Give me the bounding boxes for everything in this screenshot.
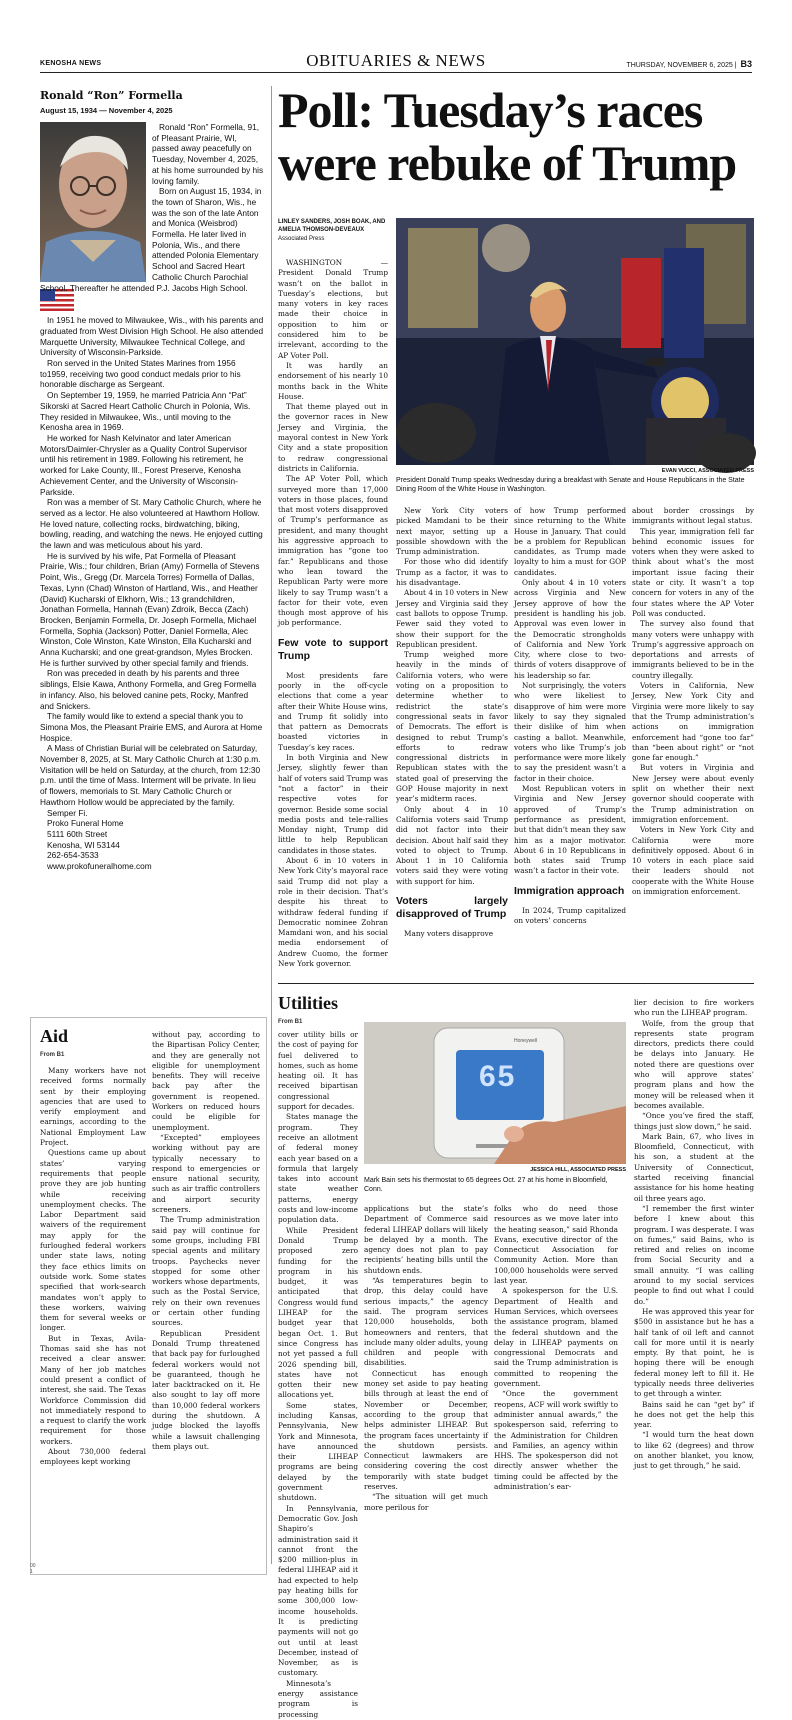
- byline-agency: Associated Press: [278, 236, 325, 242]
- phone-number: 262-654-3533: [47, 850, 99, 861]
- paragraph: “Excepted” employees working without pay are typically necessary to respond to emergencies or ensure national security, such as air traffic controllers and airport security screeners.: [152, 1132, 260, 1215]
- paragraph: In both Virginia and New Jersey, slightly fewer than half of voters said Trump was “not a factor” in their respective votes for governor. Beside some social media posts and tele-rallies Monday night, Trump did little to help Republican candidates in those states.: [278, 753, 388, 855]
- paragraph: But voters in Virginia and New Jersey were about evenly split on whether their next governor should cooperate with the Trump administration on immigration enforcement.: [632, 763, 754, 824]
- paragraph: For those who did identify Trump as a factor, it was to his disadvantage.: [396, 557, 508, 588]
- paragraph: “I would turn the heat down to like 62 (degrees) and throw on another blanket, you know, just to get through,” he said.: [634, 1430, 754, 1471]
- paragraph: Voters in New York City and California were more definitively opposed. About 6 in 10 voters in each place said their leaders should not cooperate with the White House on immigration enforcement.: [632, 825, 754, 896]
- funeral-home-info: [40, 808, 264, 872]
- paragraph: “Once the government reopens, ACF will work swiftly to administer annual awards,” the spokesperson said, referring to the Administration for Children and Families, an agency within HHS. The spokesperson did not directly answer whether the timing could be affected by the administration’s ear-: [494, 1389, 618, 1492]
- story-divider: [278, 983, 754, 984]
- paragraph: “Once you’ve fired the staff, things just slow down,” he said.: [634, 1111, 754, 1131]
- address-line: Kenosha, WI 53144: [47, 839, 120, 850]
- paragraph: In 2024, Trump capitalized on voters’ concerns: [514, 905, 626, 925]
- obituary-paragraph: The family would like to extend a special thank you to Simona Mos, the Pleasant Prairie EMS, and Aurora at Home Hospice.: [40, 711, 263, 743]
- paragraph: New York City voters picked Mamdani to be their next mayor, setting up a possible showdown with the Trump administration.: [396, 506, 508, 557]
- paragraph: The Trump administration said pay will continue for some groups, including FBI special agents and military troops. Paychecks never stopped for some other workers whose departments, such as the Postal Service, rely on their own revenues or certain other funding sources.: [152, 1215, 260, 1328]
- photo-caption: President Donald Trump speaks Wednesday during a breakfast with Senate and House Republicans in the State Dining Room of the White House in Washington.: [396, 477, 745, 493]
- date-page: THURSDAY, NOVEMBER 6, 2025 | B3: [626, 59, 752, 69]
- paragraph: “The situation will get much more perilous for: [364, 1492, 488, 1512]
- paragraph: cover utility bills or the cost of paying for fuel delivered to homes, such as home heating oil. It has received bipartisan congressional support for decades.: [278, 1030, 358, 1112]
- page-number: B3: [740, 59, 752, 69]
- jump-label: From B1: [278, 1019, 303, 1025]
- paragraph: While President Donald Trump proposed zero funding for the program in his budget, it was anticipated that Congress would fund LIHEAP for the budget year that began Oct. 1. But since Congress has not yet passed a full 2026 spending bill, states have not gotten their new allocations yet.: [278, 1225, 358, 1400]
- article-column: [632, 506, 754, 897]
- obituary-paragraph: Ron was a member of St. Mary Catholic Church, where he served as a lector. He also volunteered at Hawthorn Hollow. He loved nature, collecting rocks, birdwatching, biking, bowling, reading, and watching the news. He enjoyed cutting the lawn and was meticulous about his yard.: [40, 497, 263, 551]
- paragraph: Most presidents fare poorly in the off-cycle elections that come a year after their White House wins, and Trump fit solidly into that pattern as Democrats boasted victories in Tuesday’s key races.: [278, 670, 388, 752]
- thermostat-display: 65: [479, 1060, 517, 1093]
- byline-authors: LINLEY SANDERS, JOSH BOAK, AND AMELIA THOMSON-DEVEAUX: [278, 219, 386, 233]
- paragraph: Many voters disapprove: [404, 928, 494, 938]
- subheading: Immigration approach: [514, 884, 625, 897]
- headline: Poll: Tuesday’s races were rebuke of Trump: [278, 82, 737, 191]
- obituary-paragraph: In 1951 he moved to Milwaukee, Wis., with his parents and graduated from West Division High School. He also attended Marquette University, Milwaukee Technical College, and University of Wisconsin-Parkside.: [40, 315, 264, 358]
- paragraph: He was approved this year for $500 in assistance but he has a half tank of oil left and cannot call for more until it is nearly empty. By that point, he is hoping there will be enough federal money left to fill it. He typically needs three deliveries to get through a winter.: [634, 1306, 754, 1399]
- paragraph: That theme played out in the governor races in New Jersey and Virginia, the mayoral contest in New York City and a state proposition to redraw congressional districts in California.: [278, 402, 388, 473]
- paragraph: Some states, including Kansas, Pennsylvania, New York and Minnesota, have announced their LIHEAP programs are being delayed by the government shutdown.: [278, 1400, 358, 1503]
- obituary-paragraph: Ron served in the United States Marines from 1956 to1959, receiving two good conduct medals prior to his honorable discharge as Sergeant.: [40, 358, 241, 390]
- subheading: Few vote to support Trump: [278, 636, 388, 662]
- paragraph: Voters in California, New Jersey, New York City and Virginia were more likely to say that the Trump administration’s actions on immigration enforcement had “gone too far” than “been about right” or “not gone far enough.”: [632, 681, 754, 763]
- paragraph: Minnesota’s energy assistance program is processing: [278, 1678, 358, 1719]
- print-mark: [30, 1563, 36, 1575]
- obituary-paragraph: He is survived by his wife, Pat Formella of Pleasant Prairie, Wis.; four children, Brian (Amy) Formella of Stevens Point, Wis., Gregg (Dr. Marcela Torres) Formella of Dallas, Texas, Lynn (Chad) Winston of Hartland, Wis., and Heather (David) Kucharski of Elkhorn, Wis.; 13 grandchildren, Jonathan Formella, Hannah (Evan) Zdroik, Becca (Zach) Brocken, Benjamin Formella, Dr. Joseph Formella, Michael Formella, Sophia (Jackson) Potter, Daniel Formella, Alec Winston, Cole Winston, Kate Winston, Ella Kucharski and Anna Kucharski; and one great-grandson, Myles Brocken. He is further survived by other special family and friends.: [40, 550, 260, 668]
- obituary-paragraph: Born on August 15, 1934, in the town of Sharon, Wis., he was the son of the late Anton and Monica (Weisbrod) Formella. He later lived in Polonia, Wis., and there attended Polonia Elementary School and Sacred Heart Catholic Church Parochial School. Thereafter he attended P.J. Jacobs High School.: [40, 186, 262, 293]
- paragraph: “I remember the first winter before I knew about this program. I was desperate. I was on fumes,” said Bains, who is retired and relies on income from Social Security and a small annuity. “I was calling around to my social services people to find out what I could do.”: [634, 1203, 754, 1306]
- paragraph: But in Texas, Avila-Thomas said she has not received a clear answer. Many of her job matches could present a conflict of interest, she said. The Texas Workforce Commission did not immediately respond to a request to clarify the work requirement for those workers.: [40, 1333, 146, 1446]
- obituary-dates: August 15, 1934 — November 4, 2025: [40, 106, 173, 115]
- paragraph: WASHINGTON — President Donald Trump wasn’t on the ballot in Tuesday’s elections, but many voters in key races made their choice in opposition to him or considered him to be irrelevant, according to the AP Voter Poll.: [278, 258, 388, 360]
- paragraph: In Pennsylvania, Democratic Gov. Josh Shapiro’s administration said it cannot front the $200 million-plus in federal LIHEAP aid it had expected to help pay heating bills for some 300,000 low-income households. It is predicting payments will not go out until at least December, instead of November, as is customary.: [278, 1503, 358, 1678]
- article-column: [396, 506, 508, 939]
- article-column: [494, 1204, 618, 1492]
- paragraph: without pay, according to the Bipartisan Policy Center, and they are generally not eligible for unemployment benefits. They will receive back pay after the government is reopened. Workers on reduced hours could be eligible for unemployment.: [152, 1030, 260, 1132]
- photo-credit: JESSICA HILL, ASSOCIATED PRESS: [530, 1167, 626, 1173]
- article-column: [364, 1204, 488, 1513]
- obituary-paragraph: He worked for Nash Kelvinator and later American Motors/Daimler-Chrysler as a Quality Control Supervisor until his retirement in 1989. Following his retirement, he worked for Lake County, Ill., Forest Preserve, Kenosha Achievement Center, and the University of Wisconsin-Parkside.: [40, 432, 248, 497]
- utilities-title: Utilities: [278, 993, 338, 1013]
- obituary-body: [40, 122, 264, 872]
- issue-date: THURSDAY, NOVEMBER 6, 2025: [626, 62, 733, 69]
- paragraph: Only about 4 in 10 voters across Virginia and New Jersey approve of how the president is handling his job. Approval was even lower in the Democratic strongholds of California and New York City, where close to two-thirds of voters disapprove of his leadership so far.: [514, 578, 626, 680]
- section-title: OBITUARIES & NEWS: [306, 51, 486, 70]
- paragraph: The AP Voter Poll, which surveyed more than 17,000 voters in those places, found that most voters disapproved of Trump’s performance as president, and many thought his aggressive approach to immigration has “gone too far.” Republicans and those who lean toward the Republican Party were more likely to say Trump wasn’t a factor for their vote, even though most approve of his job performance.: [278, 474, 388, 628]
- column-divider: [271, 86, 272, 1564]
- thermostat-photo: [364, 1022, 626, 1164]
- paragraph: About 4 in 10 voters in New Jersey and Virginia said they cast ballots to oppose Trump. Fewer said they voted to show their support for the Republican president.: [396, 588, 508, 649]
- trump-photo: [396, 218, 754, 465]
- jump-label: From B1: [40, 1052, 65, 1058]
- article-column: [40, 1066, 146, 1468]
- paragraph: Trump weighed more heavily in the minds of California voters, who were voting on a proposition to determine whether to redistrict the state’s congressional seats in favor of Democrats. The effort is designed to rebut Trump’s efforts to redraw congressional districts in Republican states with the stated goal of preserving the GOP House majority in next year’s midterm races.: [396, 650, 508, 804]
- address-line: 5111 60th Street: [47, 829, 108, 839]
- header-rule: [40, 72, 752, 73]
- paragraph: Wolfe, from the group that represents state program directors, predicts there could be delays into January. He noted there are questions over who will approve states’ program plans and how the money will be released when it becomes available.: [634, 1018, 754, 1110]
- article-column: [278, 1030, 358, 1720]
- paragraph: Republican President Donald Trump threatened that back pay for furloughed federal workers would not be guaranteed, though he later backtracked on it. He also sought to lay off more than 10,000 federal workers during the shutdown. A judge blocked the layoffs while a lawsuit challenging them plays out.: [152, 1328, 260, 1451]
- paragraph: About 6 in 10 voters in New York City’s mayoral race said Trump did not play a role in their decision. That’s despite his threat to withdraw federal funding if Democratic nominee Zohran Mamdani won, and his social media endorsement of Andrew Cuomo, the former New York governor.: [278, 856, 388, 968]
- obituary-paragraph: Ron was preceded in death by his parents and three siblings, Elsie Kawa, Anthony Formella, and Greg Formella in infancy. Also, his beloved canine pets, Rocky, Manfred and Snickers.: [40, 668, 257, 711]
- paragraph: Connecticut has enough money set aside to pay heating bills through at least the end of November or December, according to the group that helps administer LIHEAP. But the program faces uncertainty if the shutdown persists. Connecticut lawmakers are considering covering the cost temporarily with state budget reserves.: [364, 1368, 488, 1492]
- paragraph: Many workers have not received forms normally sent by their employing agencies that are used to verify employment and earnings, according to the National Employment Law Project.: [40, 1066, 146, 1148]
- paragraph: It was hardly an endorsement of his nearly 10 months back in the White House.: [278, 360, 388, 401]
- paragraph: Questions came up about states’ varying requirements that people prove they are job hunting while receiving unemployment checks. The Labor Department said waivers of the requirement may apply for the furloughed federal workers under state laws, noting they face ethics limits on outside work. Some states specified that work-search mandates won’t apply to these workers, waiving them for several weeks or longer.: [40, 1148, 146, 1333]
- paragraph: “As temperatures begin to drop, this delay could have serious impacts,” the agency said. The program services 120,000 households, both homeowners and renters, that include many older adults, young children and people with disabilities.: [364, 1276, 488, 1368]
- paragraph: About 730,000 federal employees kept working: [40, 1446, 146, 1467]
- obituary-paragraph: Ronald “Ron” Formella, 91, of Pleasant Prairie, WI, passed away peacefully on Tuesday, November 4, 2025, at his home surrounded by his loving family.: [152, 122, 264, 186]
- paragraph: A spokesperson for the U.S. Department of Health and Human Services, which oversees the assistance program, blamed the federal shutdown and the delay in LIHEAP payments on congressional Democrats and said the Trump administration is committed to reopening the government.: [494, 1286, 618, 1389]
- paragraph: Mark Bain, 67, who lives in Bloomfield, Connecticut, with his son, a student at the University of Connecticut, started receiving financial assistance for his home heating oil three years ago.: [634, 1131, 754, 1203]
- photo-caption: Mark Bain sets his thermostat to 65 degrees Oct. 27 at his home in Bloomfield, Conn.: [364, 1177, 608, 1193]
- article-column: [278, 258, 388, 969]
- obituary-name: Ronald “Ron” Formella: [40, 89, 183, 102]
- paragraph: Most Republican voters in Virginia and New Jersey approved of Trump’s performance as president, but that didn’t mean they saw him as a major motivator. About 6 in 10 Republicans in both states said Trump wasn’t a factor in their vote.: [514, 784, 626, 876]
- print-mark-line: 00: [30, 1563, 36, 1569]
- article-column: [634, 998, 754, 1472]
- paragraph: about border crossings by immigrants without legal status.: [632, 506, 754, 526]
- print-mark-line: 1: [30, 1569, 33, 1575]
- paragraph: Only about 4 in 10 California voters said Trump did not factor into their decision. About half said they voted to object to Trump. About 1 in 10 California voters said they were voting with support for him.: [396, 804, 508, 886]
- photo-credit: EVAN VUCCI, ASSOCIATED PRESS: [661, 468, 754, 474]
- paragraph: This year, immigration fell far behind economic issues for voters when they were asked to think about what’s the most important issue facing their state or city. It wasn’t a top concern for voters in any of the four states where the AP Voter Poll was conducted.: [632, 526, 754, 618]
- aid-title: Aid: [40, 1026, 69, 1046]
- obituary-paragraph: A Mass of Christian Burial will be celebrated on Saturday, November 8, 2025, at St. Mary Catholic Church at 1:30 p.m. Visitation will be held on Saturday, at the church, from 12:30 p.m. until the time of Mass. Interment will be private. In lieu of flowers, memorials to St. Mary Catholic Church or Hawthorn Hollow would be appreciated by the family.: [40, 743, 261, 807]
- subheading: Voters largely disapproved of Trump: [396, 894, 508, 920]
- address-line: Proko Funeral Home: [47, 818, 124, 829]
- article-column: [514, 506, 626, 926]
- newspaper-name: KENOSHA NEWS: [40, 60, 102, 67]
- article-column: [152, 1030, 260, 1452]
- address-line: Semper Fi.: [47, 807, 88, 818]
- paragraph: of how Trump performed since returning to the White House in January. That could be a problem for Republican candidates, as Trump made loyalty to him a must for GOP candidates.: [514, 506, 626, 577]
- paragraph: The survey also found that many voters were unhappy with Trump’s aggressive approach on deportations and arrests of immigrants believed to be in the country illegally.: [632, 619, 754, 680]
- paragraph: applications but the state’s Department of Commerce said federal LIHEAP dollars will likely be delayed by a month. The agency does not plan to pay recipients’ heating bills until the shutdown ends.: [364, 1204, 488, 1275]
- byline: [278, 218, 388, 243]
- obituary-paragraph: On September 19, 1959, he married Patricia Ann “Pat” Sikorski at Sacred Heart Catholic Church in Polonia, Wis. They resided in Milwaukee, Wis., until moving to the Kenosha area in 1969.: [40, 390, 251, 433]
- paragraph: lier decision to fire workers who run the LIHEAP program.: [634, 998, 754, 1018]
- paragraph: folks who do need those resources as we move later into the heating season,” said Rhonda Evans, executive director of the Connecticut Association for Community Action. More than 100,000 households were served last year.: [494, 1204, 618, 1286]
- funeral-home-link[interactable]: www.prokofuneralhome.com: [47, 861, 152, 872]
- paragraph: Not surprisingly, the voters who were likeliest to disapprove of him were more likely to say they signaled their dislike of him when casting a ballot. Meanwhile, voters who like Trump’s job performance were more likely to say the president wasn’t a factor in their choice.: [514, 681, 626, 783]
- thermostat-brand: Honeywell: [514, 1038, 538, 1044]
- paragraph: Bains said he can “get by” if he does not get the help this year.: [634, 1399, 754, 1430]
- paragraph: States manage the program. They receive an allotment of federal money each year based on a formula that largely takes into account state weather patterns, energy costs and low-income population data.: [278, 1112, 358, 1225]
